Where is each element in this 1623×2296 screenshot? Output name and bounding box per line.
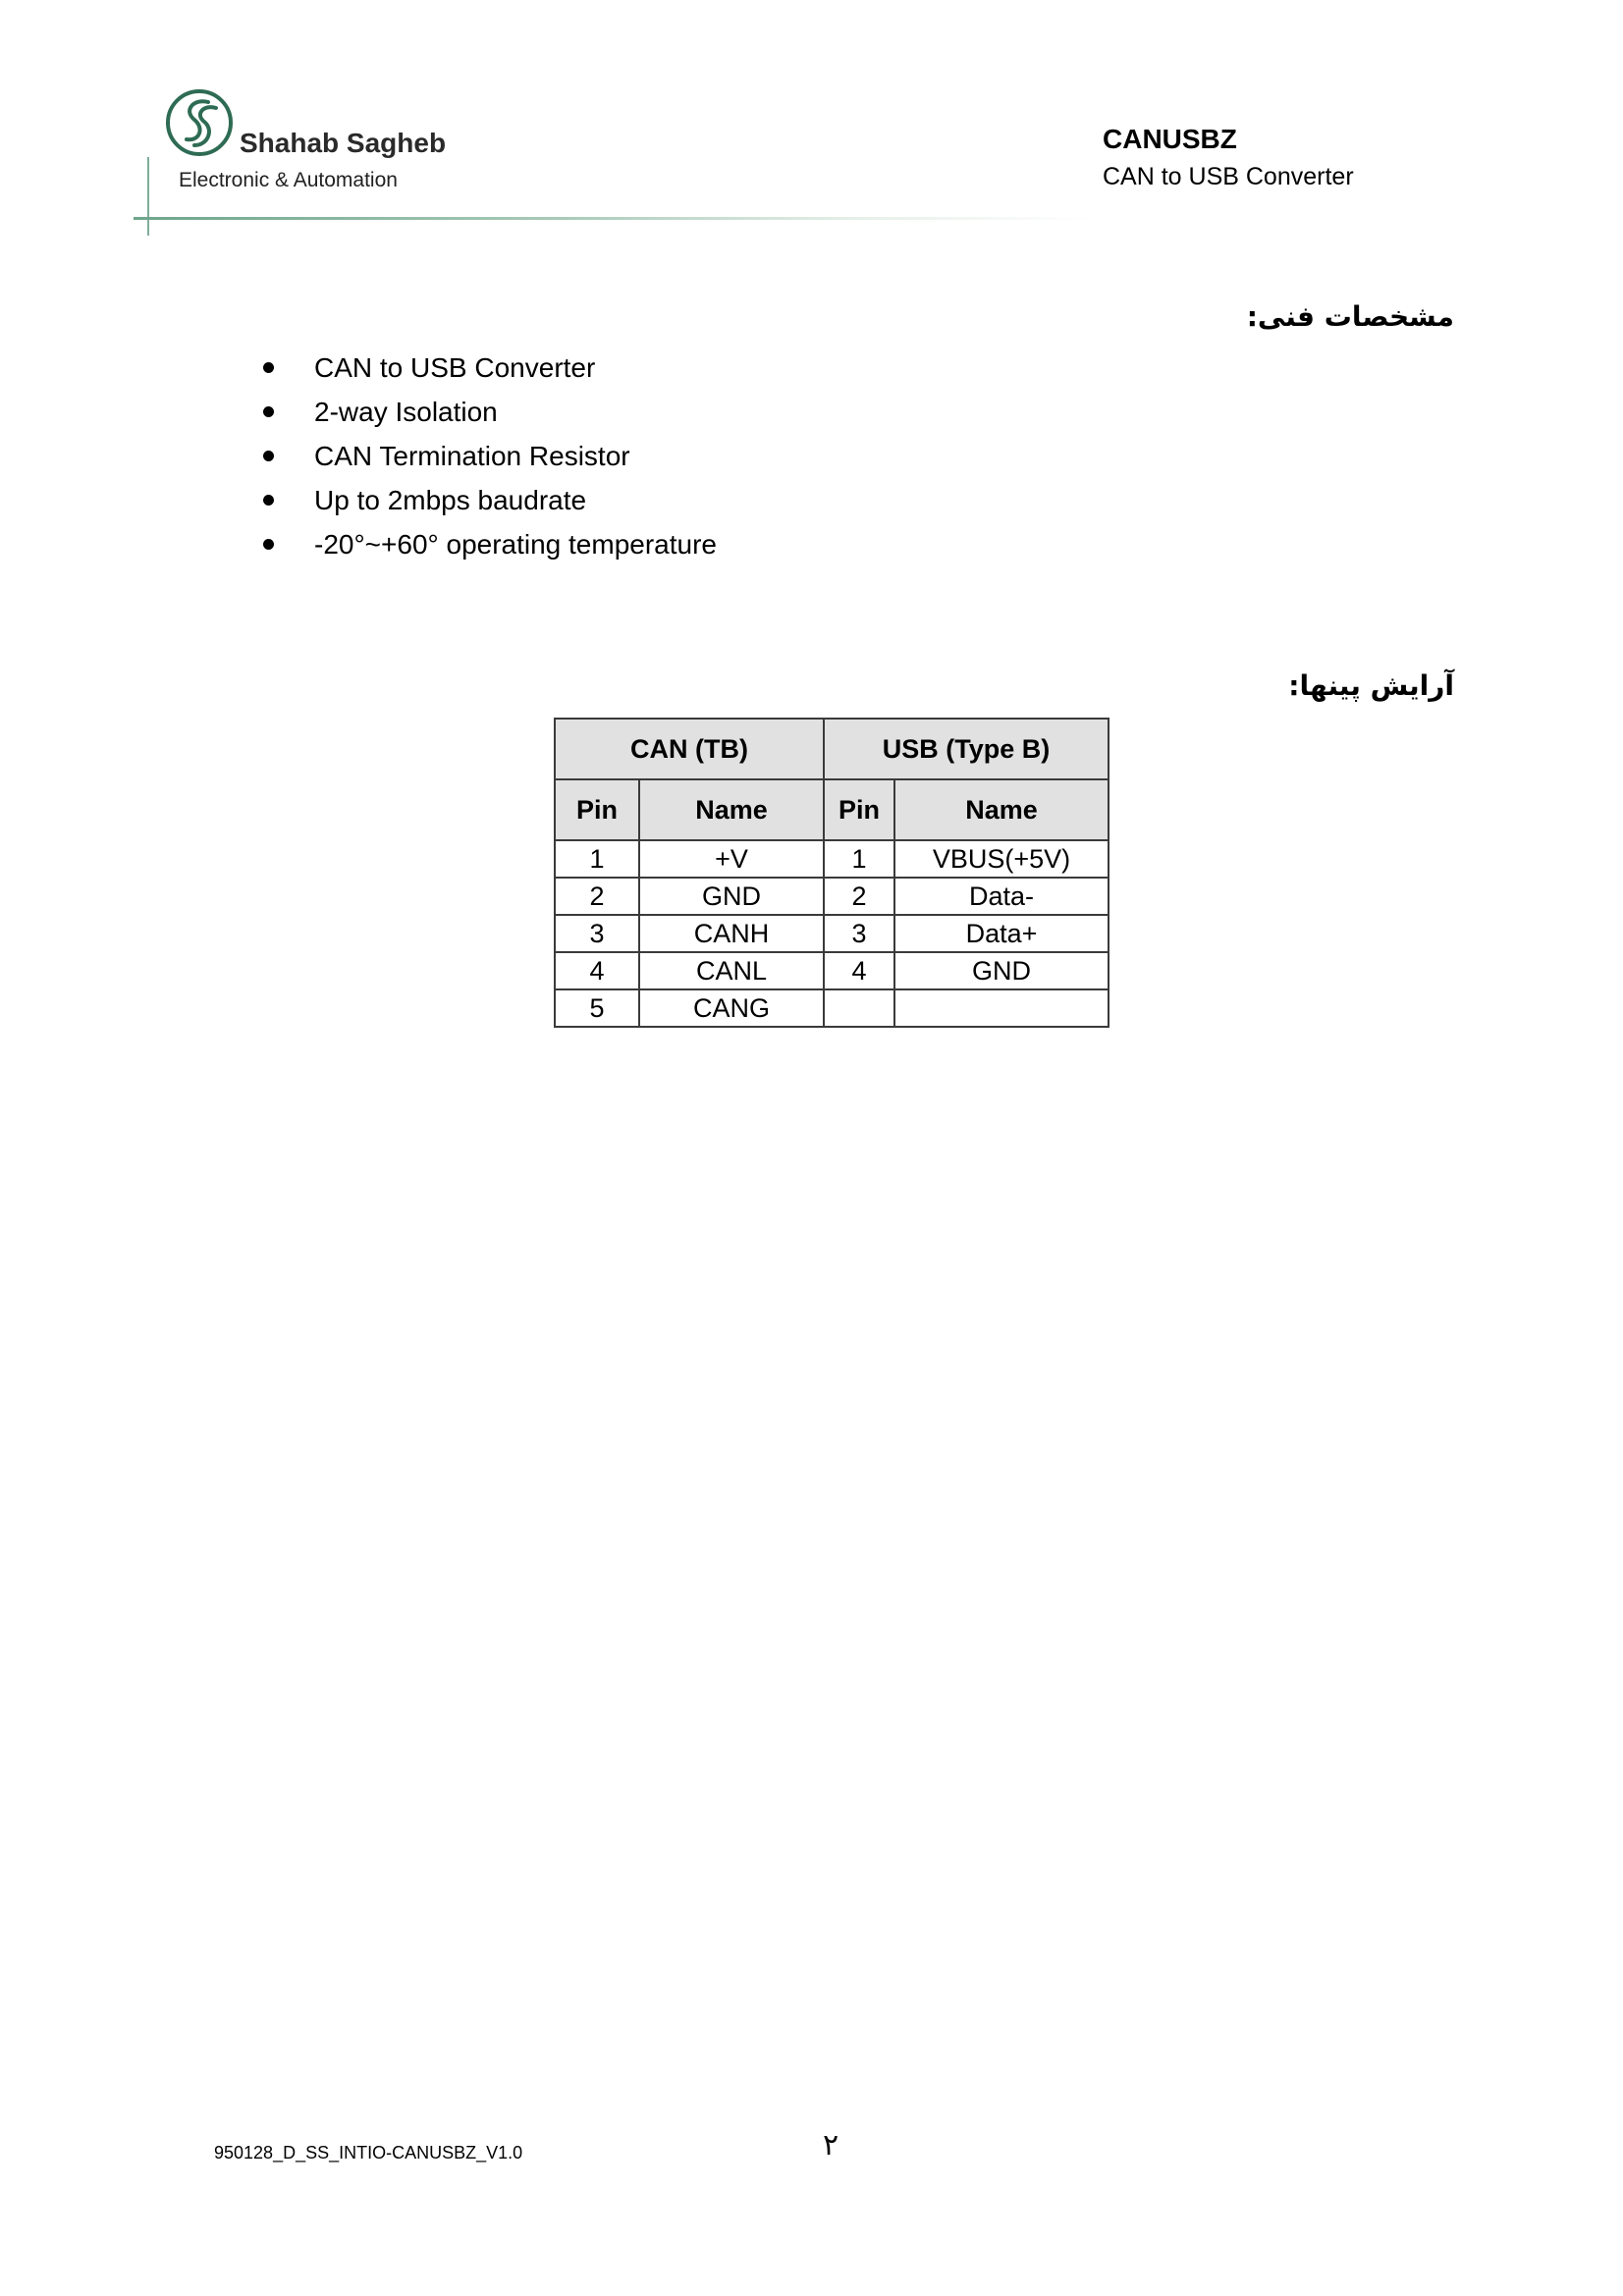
specs-list-item bbox=[263, 390, 717, 434]
table-cell: 4 bbox=[555, 952, 639, 989]
specs-list bbox=[263, 346, 717, 566]
table-cell: 4 bbox=[824, 952, 894, 989]
table-row bbox=[555, 840, 1109, 878]
table-cell: CANG bbox=[639, 989, 824, 1027]
table-cell: Data- bbox=[894, 878, 1109, 915]
table-cell: 5 bbox=[555, 989, 639, 1027]
table-row bbox=[555, 952, 1109, 989]
document-subtitle: CAN to USB Converter bbox=[1103, 163, 1354, 190]
table-cell: 1 bbox=[824, 840, 894, 878]
table-row bbox=[555, 915, 1109, 952]
table-row bbox=[555, 989, 1109, 1027]
company-logo bbox=[147, 82, 560, 210]
pinout-table bbox=[554, 718, 1109, 1028]
company-division: Electronic & Automation bbox=[179, 169, 398, 191]
bullet-icon bbox=[263, 451, 274, 461]
table-cell: +V bbox=[639, 840, 824, 878]
bullet-icon bbox=[263, 362, 274, 373]
column-header-usb-name: Name bbox=[894, 779, 1109, 840]
table-cell bbox=[824, 989, 894, 1027]
pinout-heading: آرایش پینها: bbox=[1288, 669, 1454, 702]
table-cell: CANH bbox=[639, 915, 824, 952]
company-name: Shahab Sagheb bbox=[240, 128, 447, 158]
header-horizontal-rule bbox=[134, 217, 1096, 220]
specs-item-text: -20°~+60° operating temperature bbox=[314, 529, 717, 560]
specs-item-text: Up to 2mbps baudrate bbox=[314, 485, 587, 515]
table-cell: GND bbox=[894, 952, 1109, 989]
table-cell: GND bbox=[639, 878, 824, 915]
table-cell: VBUS(+5V) bbox=[894, 840, 1109, 878]
table-cell: 2 bbox=[555, 878, 639, 915]
specs-item-text: CAN Termination Resistor bbox=[314, 441, 630, 471]
table-row bbox=[555, 878, 1109, 915]
specs-list-item bbox=[263, 522, 717, 566]
table-cell: Data+ bbox=[894, 915, 1109, 952]
specs-item-text: 2-way Isolation bbox=[314, 397, 498, 427]
group-header-usb: USB (Type B) bbox=[824, 719, 1109, 779]
table-column-header-row bbox=[555, 779, 1109, 840]
column-header-can-pin: Pin bbox=[555, 779, 639, 840]
footer-document-code: 950128_D_SS_INTIO-CANUSBZ_V1.0 bbox=[214, 2143, 523, 2163]
specs-heading: مشخصات فنی: bbox=[1246, 300, 1454, 333]
page-number: ۲ bbox=[823, 2128, 839, 2163]
company-logo-icon bbox=[165, 88, 234, 157]
table-group-header-row bbox=[555, 719, 1109, 779]
table-cell: CANL bbox=[639, 952, 824, 989]
column-header-can-name: Name bbox=[639, 779, 824, 840]
table-cell: 1 bbox=[555, 840, 639, 878]
document-code: CANUSBZ bbox=[1103, 124, 1237, 154]
column-header-usb-pin: Pin bbox=[824, 779, 894, 840]
table-cell bbox=[894, 989, 1109, 1027]
specs-list-item bbox=[263, 434, 717, 478]
specs-list-item bbox=[263, 346, 717, 390]
header-vertical-rule bbox=[147, 157, 149, 236]
bullet-icon bbox=[263, 539, 274, 550]
specs-item-text: CAN to USB Converter bbox=[314, 352, 596, 383]
specs-list-item bbox=[263, 478, 717, 522]
table-cell: 2 bbox=[824, 878, 894, 915]
table-cell: 3 bbox=[824, 915, 894, 952]
table-cell: 3 bbox=[555, 915, 639, 952]
bullet-icon bbox=[263, 495, 274, 506]
bullet-icon bbox=[263, 406, 274, 417]
group-header-can: CAN (TB) bbox=[555, 719, 824, 779]
